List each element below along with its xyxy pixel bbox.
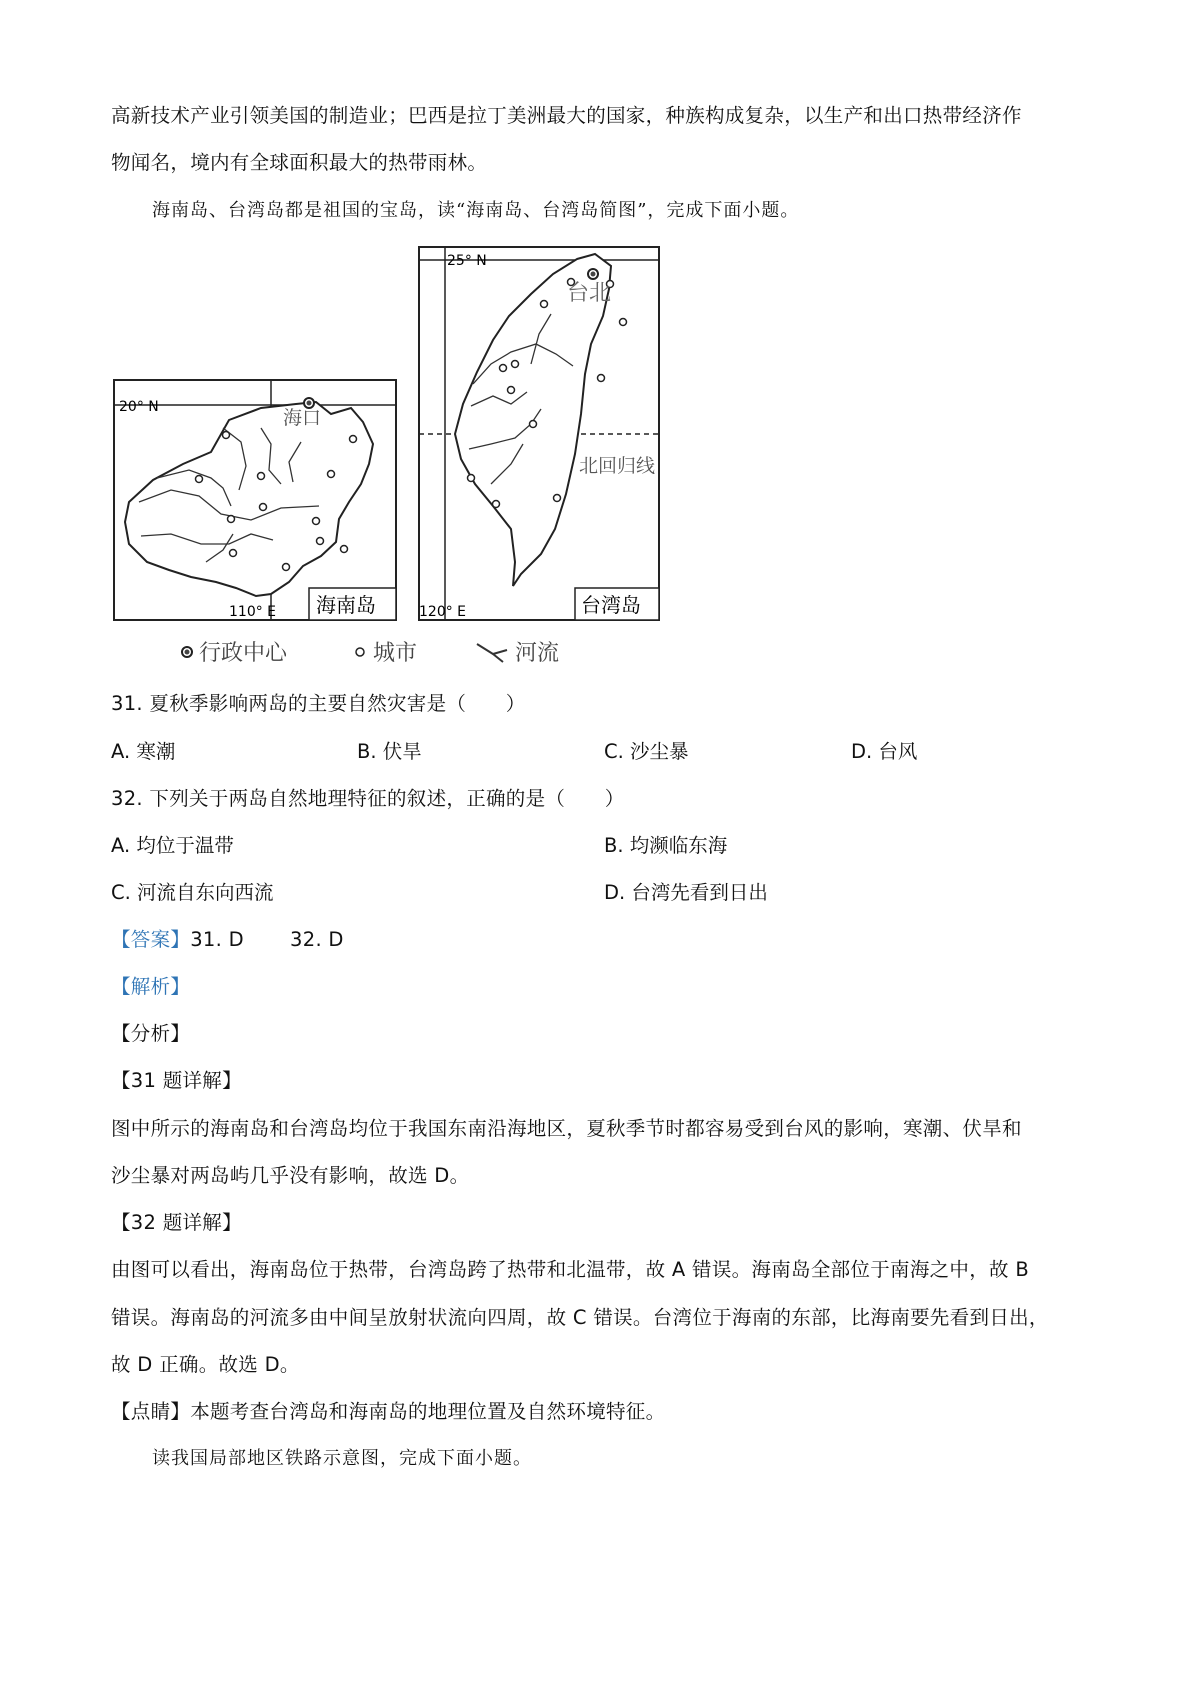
question-stem: 海南岛、台湾岛都是祖国的宝岛，读“海南岛、台湾岛简图”，完成下面小题。 [152,200,800,221]
city-marker [554,495,561,502]
answer-line [111,928,344,952]
city-marker [258,473,265,480]
city-marker [468,475,475,482]
hainan-lon-label: 110° E [229,604,277,620]
city-marker [317,538,324,545]
city-marker [341,546,348,553]
river-legend-icon [477,644,507,662]
detail-31-line-1: 图中所示的海南岛和台湾岛均位于我国东南沿海地区，夏秋季节时都容易受到台风的影响，寒潮、伏旱和 [111,1117,1022,1140]
q31-option-b[interactable]: B. 伏旱 [357,740,422,763]
q32-option-c[interactable]: C. 河流自东向西流 [111,881,274,904]
legend-city: 城市 [373,641,418,664]
hainan-title: 海南岛 [316,593,376,617]
city-marker [228,516,235,523]
city-marker [512,361,519,368]
city-legend-icon [356,648,364,656]
analysis-tag: 【解析】 [111,975,191,998]
city-marker [230,550,237,557]
city-marker [500,365,507,372]
city-marker [598,375,605,382]
tropic-label: 北回归线 [579,455,656,477]
taiwan-lat-label: 25° N [447,253,487,269]
city-marker [223,432,230,439]
city-marker [350,436,357,443]
q31-option-a[interactable]: A. 寒潮 [111,740,176,763]
answer-text: 31. D 32. D [190,928,344,951]
map-legend [182,641,559,664]
city-marker [260,504,267,511]
intro-line-2: 物闻名，境内有全球面积最大的热带雨林。 [111,151,488,174]
city-marker [530,421,537,428]
answer-tag: 【答案】 [111,928,191,951]
detail-32-title: 【32 题详解】 [111,1211,242,1234]
next-question-stem: 读我国局部地区铁路示意图，完成下面小题。 [152,1448,532,1469]
dianjing-line: 【点睛】本题考查台湾岛和海南岛的地理位置及自然环境特征。 [111,1400,666,1423]
city-marker [313,518,320,525]
island-map-figure [111,244,671,664]
hainan-outline [125,402,373,596]
city-marker [328,471,335,478]
q31-option-c[interactable]: C. 沙尘暴 [604,740,689,763]
city-marker [541,301,548,308]
question-32: 32. 下列关于两岛自然地理特征的叙述，正确的是（ ） [111,787,625,810]
hainan-capital-label: 海口 [283,407,322,429]
hainan-lat-label: 20° N [119,399,159,415]
taiwan-map [419,247,659,620]
legend-river: 河流 [515,641,560,664]
taiwan-capital-label: 台北 [567,281,612,306]
taiwan-lon-label: 120° E [419,604,467,620]
city-marker [493,501,500,508]
q31-option-d[interactable]: D. 台风 [851,740,918,763]
detail-32-line-2: 错误。海南岛的河流多由中间呈放射状流向四周，故 C 错误。台湾位于海南的东部，比海南要先看到日出， [111,1306,1049,1329]
city-marker [196,476,203,483]
legend-admin-center: 行政中心 [199,641,288,664]
hainan-map [114,380,396,620]
q32-option-a[interactable]: A. 均位于温带 [111,834,234,857]
question-31: 31. 夏秋季影响两岛的主要自然灾害是（ ） [111,692,526,715]
city-marker [508,387,515,394]
city-marker [620,319,627,326]
q32-option-d[interactable]: D. 台湾先看到日出 [604,881,768,904]
detail-31-line-2: 沙尘暴对两岛屿几乎没有影响，故选 D。 [111,1164,470,1187]
detail-31-title: 【31 题详解】 [111,1069,242,1092]
city-marker [283,564,290,571]
taiwan-title: 台湾岛 [581,593,641,617]
detail-32-line-1: 由图可以看出，海南岛位于热带，台湾岛跨了热带和北温带，故 A 错误。海南岛全部位于南海之中，故 B [111,1258,1030,1281]
q32-option-b[interactable]: B. 均濒临东海 [604,834,728,857]
fenxi-tag: 【分析】 [111,1022,191,1045]
intro-line-1: 高新技术产业引领美国的制造业；巴西是拉丁美洲最大的国家，种族构成复杂，以生产和出口热带经济作 [111,104,1022,127]
detail-32-line-3: 故 D 正确。故选 D。 [111,1353,300,1376]
